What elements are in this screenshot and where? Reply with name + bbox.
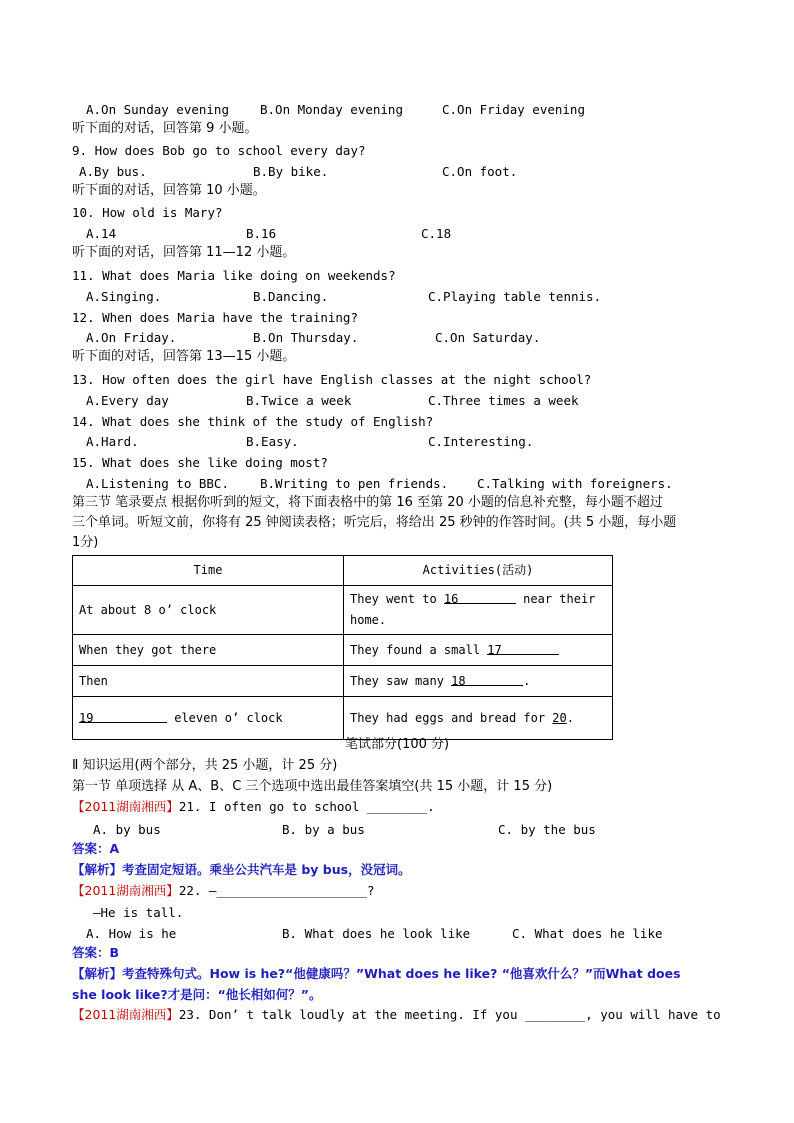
q15-option-b: B.Writing to pen friends. xyxy=(260,476,449,491)
q21-option-a: A. by bus xyxy=(93,822,161,837)
instruction-q13-15: 听下面的对话，回答第 13—15 小题。 xyxy=(72,349,296,364)
question-15: 15. What does she like doing most? xyxy=(72,455,328,470)
q9-option-c: C.On foot. xyxy=(442,164,518,179)
activity-text: They found a small xyxy=(350,642,488,657)
activity-cell xyxy=(344,666,613,697)
instruction-q11-12: 听下面的对话，回答第 11—12 小题。 xyxy=(72,245,296,260)
q22-option-c: C. What does he like xyxy=(512,926,663,941)
table-header-activities: Activities(活动) xyxy=(344,556,613,586)
activity-text: They saw many xyxy=(350,673,452,688)
q10-option-b: B.16 xyxy=(246,226,277,241)
question-9: 9. How does Bob go to school every day? xyxy=(72,143,366,158)
q13-option-a: A.Every day xyxy=(86,393,169,408)
q21-answer: 答案：A xyxy=(72,841,120,856)
question-22 xyxy=(72,883,374,899)
section3-instruction-line3: 1分) xyxy=(72,535,99,550)
time-text: eleven o’ clock xyxy=(167,710,283,725)
q11-option-c: C.Playing table tennis. xyxy=(428,289,602,304)
question-21-text: 21. I often go to school ________. xyxy=(178,799,435,814)
instruction-q10: 听下面的对话，回答第 10 小题。 xyxy=(72,183,266,198)
q21-option-b: B. by a bus xyxy=(282,822,365,837)
q12-option-c: C.On Saturday. xyxy=(435,330,541,345)
activity-cell xyxy=(344,697,613,740)
time-cell: At about 8 o’ clock xyxy=(73,586,344,635)
q22-reply: —He is tall. xyxy=(93,905,184,920)
q22-option-a: A. How is he xyxy=(86,926,177,941)
time-cell: When they got there xyxy=(73,635,344,666)
q15-option-a: A.Listening to BBC. xyxy=(86,476,229,491)
q14-option-b: B.Easy. xyxy=(246,434,299,449)
q8-option-a: A.On Sunday evening xyxy=(86,102,229,117)
q22-analysis-line2: she look like?才是问：“他长相如何？”。 xyxy=(72,987,322,1002)
question-21 xyxy=(72,799,435,815)
q9-option-a: A.By bus. xyxy=(79,164,147,179)
part2-section1-instruction: 第一节 单项选择 从 A、B、C 三个选项中选出最佳答案填空(共 15 小题，计 15 分) xyxy=(72,779,553,794)
q9-option-b: B.By bike. xyxy=(253,164,329,179)
q8-option-b: B.On Monday evening xyxy=(260,102,403,117)
section3-instruction-line1: 第三节 笔录要点 根据你听到的短文，将下面表格中的第 16 至第 20 小题的信息补充整，每小题不超过 xyxy=(72,495,663,510)
question-22-text: 22. —____________________? xyxy=(178,883,375,898)
table-row xyxy=(73,586,613,635)
section3-instruction-line2: 三个单词。听短文前，你将有 25 钟阅读表格；听完后，将给出 25 秒钟的作答时间。(共 5 小题，每小题 xyxy=(72,515,677,530)
question-14: 14. What does she think of the study of English? xyxy=(72,414,434,429)
question-23-text: 23. Don’ t talk loudly at the meeting. If you ________, you will have to xyxy=(178,1007,721,1022)
q10-option-a: A.14 xyxy=(86,226,117,241)
activity-text: They had eggs and bread for xyxy=(350,710,553,725)
q11-option-b: B.Dancing. xyxy=(253,289,329,304)
blank-17: 17 xyxy=(487,642,502,657)
q21-option-c: C. by the bus xyxy=(498,822,596,837)
activity-cell xyxy=(344,635,613,666)
activity-text: near their home. xyxy=(350,592,596,627)
q22-answer: 答案：B xyxy=(72,945,120,960)
question-10: 10. How old is Mary? xyxy=(72,205,223,220)
blank-20: 20 xyxy=(552,710,567,725)
q11-option-a: A.Singing. xyxy=(86,289,162,304)
table-row xyxy=(73,697,613,740)
q14-option-a: A.Hard. xyxy=(86,434,139,449)
q13-option-b: B.Twice a week xyxy=(246,393,352,408)
blank-18: 18 xyxy=(451,673,466,688)
question-13: 13. How often does the girl have English classes at the night school? xyxy=(72,372,592,387)
q22-option-b: B. What does he look like xyxy=(282,926,471,941)
table-row xyxy=(73,666,613,697)
q10-option-c: C.18 xyxy=(421,226,452,241)
blank-16: 16 xyxy=(443,592,459,606)
table-header-time: Time xyxy=(73,556,344,586)
q14-option-c: C.Interesting. xyxy=(428,434,534,449)
q12-option-a: A.On Friday. xyxy=(86,330,177,345)
table-row xyxy=(73,635,613,666)
activity-text: . xyxy=(523,673,531,688)
activities-table xyxy=(72,555,613,740)
q12-option-b: B.On Thursday. xyxy=(253,330,359,345)
part2-title: Ⅱ 知识运用(两个部分，共 25 小题，计 25 分) xyxy=(72,758,338,773)
q8-option-c: C.On Friday evening xyxy=(442,102,585,117)
q15-option-c: C.Talking with foreigners. xyxy=(477,476,673,491)
question-23 xyxy=(72,1007,721,1023)
time-cell xyxy=(73,697,344,740)
activity-text: They went to xyxy=(350,592,444,606)
q13-option-c: C.Three times a week xyxy=(428,393,579,408)
activity-cell xyxy=(344,586,613,635)
time-cell: Then xyxy=(73,666,344,697)
question-12: 12. When does Maria have the training? xyxy=(72,310,358,325)
q22-analysis-line1: 【解析】考查特殊句式。How is he?“他健康吗？”What does he like? “他喜欢什么？”而What does xyxy=(72,966,681,981)
question-11: 11. What does Maria like doing on weekends? xyxy=(72,268,396,283)
blank-19: 19 xyxy=(79,710,94,725)
q21-analysis: 【解析】考查固定短语。乘坐公共汽车是 by bus，没冠词。 xyxy=(72,862,411,877)
activity-text: . xyxy=(566,710,574,725)
written-part-heading: 笔试部分(100 分) xyxy=(345,737,450,752)
source-tag: 【2011湖南湘西】 xyxy=(72,883,179,898)
source-tag: 【2011湖南湘西】 xyxy=(72,799,179,814)
source-tag: 【2011湖南湘西】 xyxy=(72,1007,179,1022)
instruction-q9: 听下面的对话，回答第 9 小题。 xyxy=(72,121,258,136)
